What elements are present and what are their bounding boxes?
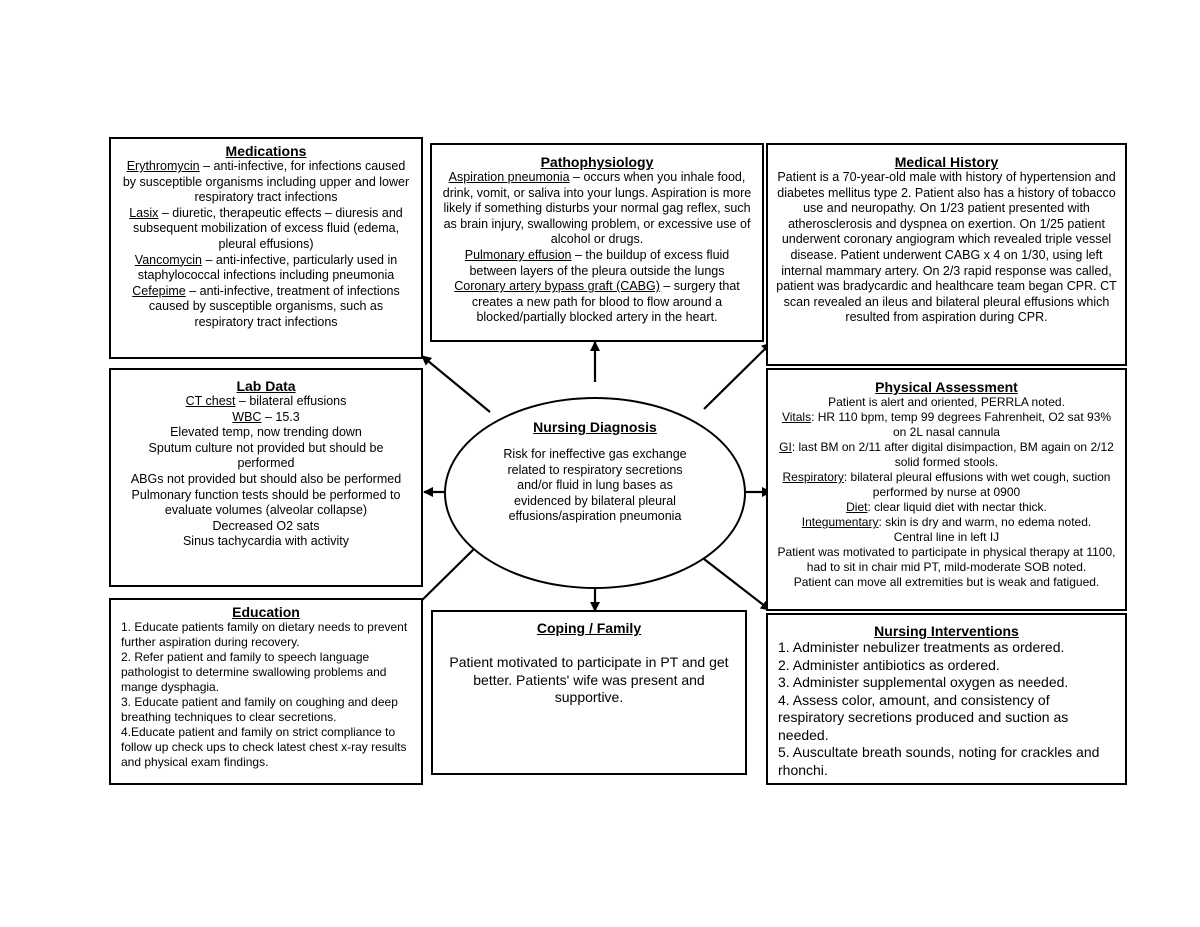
list-item (119, 425, 413, 441)
item-description: ABGs not provided but should also be performed (130, 471, 402, 486)
list-item (119, 472, 413, 488)
list-item (119, 284, 413, 331)
coping-family-box (431, 610, 747, 775)
lab-data-list (119, 394, 413, 550)
item-term: Respiratory (782, 470, 844, 484)
nursing-diagnosis-text: Risk for ineffective gas exchange related to respiratory secretions and/or fluid in lung bases as evidenced by bilateral pleural effusions/aspiration pneumonia (503, 447, 687, 524)
list-item (119, 206, 413, 253)
item-description: : clear liquid diet with nectar thick. (867, 500, 1047, 514)
medications-title: Medications (225, 143, 307, 159)
item-term: Vitals (781, 410, 812, 424)
medical-history-text: Patient is a 70-year-old male with history of hypertension and diabetes mellitus type 2. Patient also has a history of tobacco use and neuropathy. On 1/23 patient presented with atherosclerosis and dyspnea on exertion. On 1/25 patient underwent coronary angiogram which revealed triple vessel disease. Patient underwent CABG x 4 on 1/30, using left internal mammary artery. On 2/3 rapid response was called, patient was bradycardic and healthcare team began CPR. CT scan revealed an ileus and bilateral pleural effusions which resulted from aspiration during CPR. (776, 170, 1117, 325)
list-item: 2. Administer antibiotics as ordered. (778, 656, 1000, 673)
list-item (774, 545, 1119, 575)
item-term: Vancomycin (134, 252, 202, 267)
nursing-interventions-title: Nursing Interventions (874, 623, 1019, 639)
list-item (774, 470, 1119, 500)
item-description: – the buildup of excess fluid between layers of the pleura outside the lungs (469, 247, 730, 278)
list-item (440, 170, 754, 248)
item-term: Lasix (129, 205, 159, 220)
item-description: – anti-infective, for infections caused by susceptible organisms including upper and lower respiratory tract infections (122, 159, 410, 205)
list-item (119, 410, 413, 426)
item-description: : bilateral pleural effusions with wet cough, suction performed by nurse at 0900 (843, 470, 1111, 499)
item-term: Integumentary (801, 515, 879, 529)
coping-family-title: Coping / Family (536, 620, 642, 636)
item-description: Decreased O2 sats (212, 518, 320, 533)
nursing-diagnosis-title: Nursing Diagnosis (533, 419, 657, 435)
education-title: Education (232, 604, 300, 620)
physical-assessment-box (766, 368, 1127, 611)
item-description: : HR 110 bpm, temp 99 degrees Fahrenheit, O2 sat 93% on 2L nasal cannula (811, 410, 1112, 439)
item-description: Patient was motivated to participate in physical therapy at 1100, had to sit in chair mid PT, mild-moderate SOB noted. (777, 545, 1116, 574)
nursing-interventions-list (778, 639, 1115, 779)
item-term: Coronary artery bypass graft (CABG) (454, 279, 660, 294)
pathophysiology-box (430, 143, 764, 342)
list-item (774, 410, 1119, 440)
physical-assessment-list (774, 395, 1119, 590)
arrow-to-nursing-interventions (704, 559, 770, 610)
list-item (440, 279, 754, 326)
lab-data-box (109, 368, 423, 587)
item-description: Patient is alert and oriented, PERRLA noted. (828, 395, 1065, 409)
item-description: Elevated temp, now trending down (170, 425, 362, 440)
list-item (119, 488, 413, 519)
item-term: Cefepime (132, 283, 186, 298)
list-item (119, 441, 413, 472)
item-description: Sputum culture not provided but should be performed (148, 440, 384, 471)
list-item: 1. Educate patients family on dietary needs to prevent further aspiration during recovery. (121, 620, 408, 649)
list-item (119, 534, 413, 550)
medications-list (119, 159, 413, 331)
pathophysiology-list (440, 170, 754, 326)
list-item (774, 395, 1119, 410)
item-description: – anti-infective, treatment of infections caused by susceptible organisms, such as respiratory tract infections (148, 283, 400, 329)
item-term: WBC (232, 409, 262, 424)
list-item (774, 440, 1119, 470)
item-description: Central line in left IJ (893, 530, 1000, 544)
pathophysiology-title: Pathophysiology (540, 154, 654, 170)
medications-box (109, 137, 423, 359)
list-item (774, 575, 1119, 590)
item-description: Patient can move all extremities but is weak and fatigued. (793, 575, 1100, 589)
list-item (774, 515, 1119, 530)
item-term: Aspiration pneumonia (448, 170, 570, 184)
list-item: 2. Refer patient and family to speech language pathologist to determine swallowing problems and mange dysphagia. (121, 650, 387, 694)
item-description: – 15.3 (261, 409, 300, 424)
item-description: – bilateral effusions (235, 394, 347, 408)
nursing-diagnosis-oval (444, 397, 746, 589)
item-description: – anti-infective, particularly used in staphylococcal infections including pneumonia (137, 252, 398, 283)
item-description: : skin is dry and warm, no edema noted. (878, 515, 1092, 529)
list-item: 3. Educate patient and family on coughing and deep breathing techniques to clear secretions. (121, 695, 398, 724)
item-term: Diet (846, 500, 868, 514)
arrow-to-medications (422, 356, 490, 412)
list-item: 3. Administer supplemental oxygen as needed. (778, 674, 1069, 690)
list-item: 1. Administer nebulizer treatments as ordered. (778, 639, 1065, 655)
list-item: 4. Assess color, amount, and consistency of respiratory secretions produced and suction as needed. (778, 691, 1069, 743)
education-box (109, 598, 423, 785)
item-description: : last BM on 2/11 after digital disimpaction, BM again on 2/12 solid formed stools. (791, 440, 1114, 469)
item-description: – surgery that creates a new path for blood to flow around a blocked/partially blocked artery in the heart. (471, 279, 740, 325)
list-item: 4.Educate patient and family on strict compliance to follow up check ups to check latest chest x-ray results and physical exam findings. (121, 725, 407, 769)
list-item (774, 500, 1119, 515)
list-item (119, 519, 413, 535)
lab-data-title: Lab Data (236, 378, 296, 394)
list-item (119, 159, 413, 206)
list-item (119, 394, 413, 410)
medical-history-box (766, 143, 1127, 366)
education-list (121, 620, 411, 770)
list-item (440, 248, 754, 279)
item-term: Pulmonary effusion (464, 247, 572, 262)
item-term: GI (779, 440, 792, 454)
physical-assessment-title: Physical Assessment (875, 379, 1018, 395)
list-item (774, 530, 1119, 545)
item-term: Erythromycin (126, 159, 200, 173)
nursing-interventions-box (766, 613, 1127, 785)
item-description: – occurs when you inhale food, drink, vomit, or saliva into your lungs. Aspiration is more likely if something disturbs your normal gag reflex, such as brain injury, swallowing problem, or excessive use of alcohol or drugs. (442, 170, 752, 247)
arrow-to-medical-history (704, 343, 771, 409)
list-item: 5. Auscultate breath sounds, noting for crackles and rhonchi. (778, 744, 1100, 778)
item-description: Sinus tachycardia with activity (182, 534, 350, 549)
medical-history-title: Medical History (894, 154, 999, 170)
item-description: Pulmonary function tests should be performed to evaluate volumes (alveolar collapse) (131, 487, 401, 518)
coping-family-text: Patient motivated to participate in PT and get better. Patients' wife was present and supportive. (449, 654, 729, 705)
list-item (119, 253, 413, 284)
item-description: – diuretic, therapeutic effects – diuresis and subsequent mobilization of excess fluid (edema, pleural effusions) (132, 205, 403, 251)
item-term: CT chest (185, 394, 236, 408)
